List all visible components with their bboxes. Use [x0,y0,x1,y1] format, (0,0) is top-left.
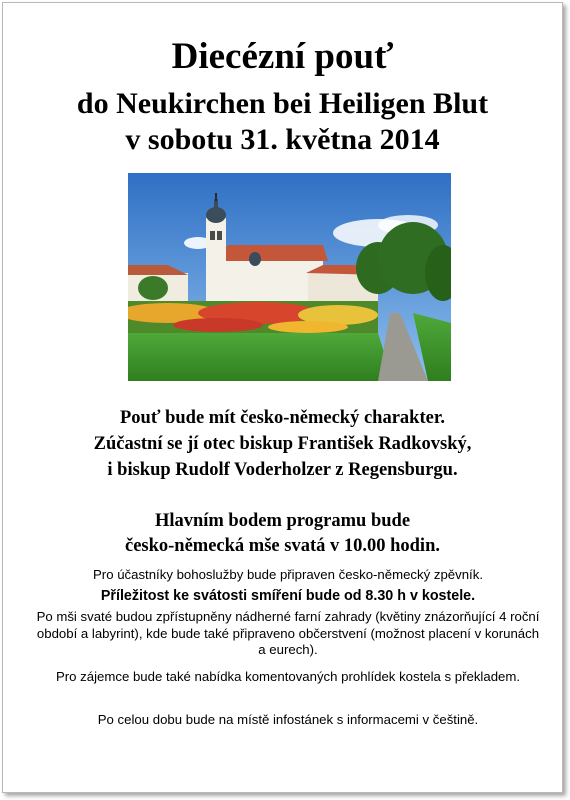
lead-line-bishop-radkovsky: Zúčastní se jí otec biskup František Radkovský, [93,434,472,454]
lead-line-mass-time: česko-německá mše svatá v 10.00 hodin. [124,536,440,556]
poster-subtitle-date: v sobotu 31. května 2014 [125,123,440,156]
detail-info-stand: Po celou dobu bude na místě infostánek s informacemi v češtině. [97,712,479,727]
lead-line-bishop-voderholzer: i biskup Rudolf Voderholzer z Regensburgu. [107,460,458,480]
lead-line-program: Hlavním bodem programu bude [154,511,411,531]
detail-songbook: Pro účastníky bohoslužby bude připraven česko-německý zpěvník. [93,567,483,582]
poster-title: Diecézní pouť [171,36,394,77]
detail-confession: Příležitost ke svátosti smíření bude od 8.30 h v kostele. [100,588,476,604]
detail-gardens: Po mši svaté budou zpřístupněny nádherné farní zahrady (květiny znázorňující 4 roční období a labyrint), kde bude také připraveno občerstvení (možnost placení v korunách a eurech). [36,609,540,657]
detail-tours: Pro zájemce bude také nabídka komentovaných prohlídek kostela s překladem. [55,669,521,684]
poster-page [2,2,563,793]
poster-subtitle-place: do Neukirchen bei Heiligen Blut [76,87,489,120]
church-garden-photo [128,173,451,381]
lead-line-character: Pouť bude mít česko-německý charakter. [120,408,445,428]
